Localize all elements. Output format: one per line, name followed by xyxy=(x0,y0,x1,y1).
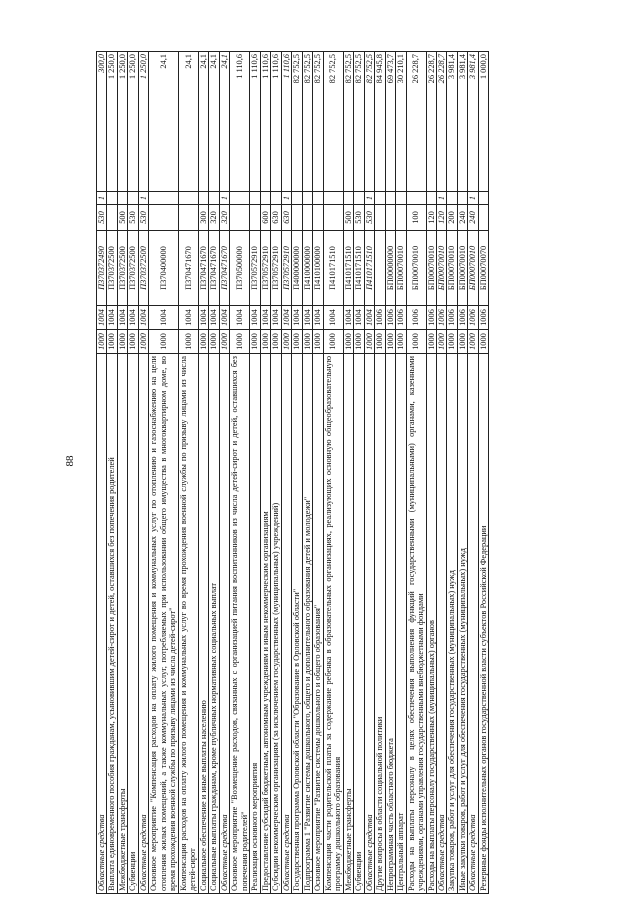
section-code-cell: 1000 xyxy=(292,330,302,354)
table-row xyxy=(149,52,178,894)
amount-cell: 1 250,0 xyxy=(128,52,138,192)
table-row xyxy=(375,52,385,894)
table-row xyxy=(292,52,302,894)
table-row xyxy=(385,52,395,894)
section-code-cell: 1000 xyxy=(260,330,270,354)
expense-type-cell: 600 xyxy=(260,205,270,231)
expense-type-cell: 630 xyxy=(271,205,281,231)
section-code-cell: 1000 xyxy=(149,330,178,354)
amount-cell: 82 752,5 xyxy=(364,52,374,192)
row-name-cell: Основное мероприятие "Возмещение расходов, связанных с организацией питания воспитанников из числа детей-сирот и детей, оставшихся без попечения родителей" xyxy=(230,354,250,894)
table-row xyxy=(219,52,229,894)
section-code-cell: 1000 xyxy=(230,330,250,354)
table-row xyxy=(97,52,107,894)
source-mark-cell: 1 xyxy=(364,192,374,205)
target-article-cell: П370400000 xyxy=(149,231,178,306)
amount-cell: 1 110,6 xyxy=(230,52,250,192)
row-name-cell: Центральный аппарат xyxy=(396,354,406,894)
subsection-code-cell: 1004 xyxy=(313,306,323,330)
table-row xyxy=(364,52,374,894)
source-mark-cell xyxy=(385,192,395,205)
subsection-code-cell: 1004 xyxy=(117,306,127,330)
expense-type-cell xyxy=(250,205,260,231)
section-code-cell: 1000 xyxy=(209,330,219,354)
source-mark-cell: 1 xyxy=(219,192,229,205)
amount-cell: 82 752,5 xyxy=(313,52,323,192)
subsection-code-cell: 1006 xyxy=(426,306,436,330)
subsection-code-cell: 1004 xyxy=(260,306,270,330)
subsection-code-cell: 1006 xyxy=(396,306,406,330)
source-mark-cell xyxy=(292,192,302,205)
row-name-cell: Непрограммная часть областного бюджета xyxy=(385,354,395,894)
source-mark-cell xyxy=(128,192,138,205)
subsection-code-cell: 1004 xyxy=(271,306,281,330)
table-row xyxy=(260,52,270,894)
source-mark-cell xyxy=(250,192,260,205)
amount-cell: 1 110,6 xyxy=(281,52,291,192)
target-article-cell: БП00070010 xyxy=(457,231,467,306)
row-name-cell: Расходы на выплаты персоналу государственных (муниципальных) органов xyxy=(426,354,436,894)
row-name-cell: Областные средства xyxy=(281,354,291,894)
source-mark-cell: 1 xyxy=(436,192,446,205)
subsection-code-cell: 1004 xyxy=(281,306,291,330)
expense-type-cell: 530 xyxy=(138,205,148,231)
section-code-cell: 1000 xyxy=(313,330,323,354)
amount-cell: 3 981,4 xyxy=(468,52,478,192)
amount-cell: 24,1 xyxy=(149,52,178,192)
subsection-code-cell: 1004 xyxy=(230,306,250,330)
expense-type-cell: 630 xyxy=(281,205,291,231)
row-name-cell: Компенсация расходов на оплату жилого помещения и коммунальных услуг во время прохождения военной службы по призыву лицами из числа детей-сирот xyxy=(178,354,198,894)
target-article-cell: БП00070010 xyxy=(468,231,478,306)
row-name-cell: Государственная программа Орловской области "Образование в Орловской области" xyxy=(292,354,302,894)
subsection-code-cell: 1006 xyxy=(478,306,488,330)
expense-type-cell: 500 xyxy=(117,205,127,231)
target-article-cell: П410171510 xyxy=(323,231,343,306)
table-row xyxy=(406,52,426,894)
source-mark-cell xyxy=(375,192,385,205)
source-mark-cell xyxy=(149,192,178,205)
subsection-code-cell: 1004 xyxy=(302,306,312,330)
section-code-cell: 1000 xyxy=(375,330,385,354)
expense-type-cell xyxy=(385,205,395,231)
budget-table xyxy=(96,51,489,894)
target-article-cell: П370572910 xyxy=(250,231,260,306)
row-name-cell: Субвенции xyxy=(354,354,364,894)
row-name-cell: Основное мероприятие "Развитие системы дошкольного и общего образования" xyxy=(313,354,323,894)
section-code-cell: 1000 xyxy=(426,330,436,354)
amount-cell: 1 110,6 xyxy=(250,52,260,192)
subsection-code-cell: 1004 xyxy=(209,306,219,330)
table-row xyxy=(343,52,353,894)
section-code-cell: 1000 xyxy=(406,330,426,354)
row-name-cell: Основное мероприятие "Компенсация расходов на оплату жилого помещения и коммунальных услуг по отоплению и газоснабжению на цели отопления жилых помещений, а также коммунальных услуг, потребляемых при использовании общего имущества в многоквартирном доме, во время прохождения военной службы по призыву лицами из числа детей-сирот" xyxy=(149,354,178,894)
table-row xyxy=(302,52,312,894)
target-article-cell: П410100000 xyxy=(313,231,323,306)
target-article-cell: П370471670 xyxy=(219,231,229,306)
row-name-cell: Расходы на выплаты персоналу в целях обеспечения выполнения функций государственными (муниципальными) органами, казенными учреждениями, органами управления государственными внебюджетными фондами xyxy=(406,354,426,894)
amount-cell: 82 752,5 xyxy=(292,52,302,192)
target-article-cell: П410171510 xyxy=(343,231,353,306)
source-mark-cell xyxy=(117,192,127,205)
amount-cell: 30 210,1 xyxy=(396,52,406,192)
target-article-cell: БП00070010 xyxy=(406,231,426,306)
target-article-cell: БП00070070 xyxy=(478,231,488,306)
row-name-cell: Межбюджетные трансферты xyxy=(343,354,353,894)
amount-cell: 300,0 xyxy=(97,52,107,192)
target-article-cell: П410000000 xyxy=(302,231,312,306)
amount-cell: 1 000,0 xyxy=(478,52,488,192)
section-code-cell: 1000 xyxy=(364,330,374,354)
amount-cell: 24,1 xyxy=(209,52,219,192)
expense-type-cell: 530 xyxy=(128,205,138,231)
section-code-cell: 1000 xyxy=(107,330,117,354)
expense-type-cell xyxy=(107,205,117,231)
section-code-cell: 1000 xyxy=(250,330,260,354)
amount-cell: 82 752,5 xyxy=(323,52,343,192)
expense-type-cell xyxy=(375,205,385,231)
subsection-code-cell: 1004 xyxy=(343,306,353,330)
section-code-cell: 1000 xyxy=(385,330,395,354)
table-row xyxy=(178,52,198,894)
expense-type-cell xyxy=(178,205,198,231)
source-mark-cell xyxy=(323,192,343,205)
source-mark-cell xyxy=(343,192,353,205)
target-article-cell: П370572910 xyxy=(260,231,270,306)
expense-type-cell: 500 xyxy=(343,205,353,231)
source-mark-cell xyxy=(313,192,323,205)
subsection-code-cell: 1004 xyxy=(178,306,198,330)
section-code-cell: 1000 xyxy=(396,330,406,354)
table-row xyxy=(138,52,148,894)
source-mark-cell xyxy=(178,192,198,205)
target-article-cell: П370471670 xyxy=(209,231,219,306)
rotated-page-content xyxy=(96,52,604,894)
target-article-cell: П410171510 xyxy=(364,231,374,306)
expense-type-cell xyxy=(323,205,343,231)
section-code-cell: 1000 xyxy=(178,330,198,354)
table-row xyxy=(313,52,323,894)
amount-cell: 69 473,7 xyxy=(385,52,395,192)
source-mark-cell xyxy=(107,192,117,205)
subsection-code-cell: 1006 xyxy=(375,306,385,330)
target-article-cell xyxy=(375,231,385,306)
target-article-cell: П410171510 xyxy=(354,231,364,306)
source-mark-cell xyxy=(302,192,312,205)
table-row xyxy=(447,52,457,894)
amount-cell: 24,1 xyxy=(198,52,208,192)
row-name-cell: Межбюджетные трансферты xyxy=(117,354,127,894)
expense-type-cell: 240 xyxy=(468,205,478,231)
amount-cell: 3 981,4 xyxy=(457,52,467,192)
row-name-cell: Резервные фонды исполнительных органов государственной власти субъектов Российской Федерации xyxy=(478,354,488,894)
target-article-cell: П370500000 xyxy=(230,231,250,306)
source-mark-cell: 1 xyxy=(138,192,148,205)
source-mark-cell xyxy=(447,192,457,205)
subsection-code-cell: 1006 xyxy=(436,306,446,330)
source-mark-cell xyxy=(396,192,406,205)
source-mark-cell xyxy=(198,192,208,205)
row-name-cell: Подпрограмма 1 "Развитие системы дошкольного, общего и дополнительного образования детей и молодежи" xyxy=(302,354,312,894)
amount-cell: 82 752,5 xyxy=(302,52,312,192)
section-code-cell: 1000 xyxy=(343,330,353,354)
section-code-cell: 1000 xyxy=(468,330,478,354)
target-article-cell: БП00070010 xyxy=(396,231,406,306)
subsection-code-cell: 1006 xyxy=(406,306,426,330)
section-code-cell: 1000 xyxy=(138,330,148,354)
amount-cell: 84 945,8 xyxy=(375,52,385,192)
expense-type-cell: 240 xyxy=(457,205,467,231)
expense-type-cell: 120 xyxy=(436,205,446,231)
expense-type-cell: 200 xyxy=(447,205,457,231)
expense-type-cell: 530 xyxy=(97,205,107,231)
page-number: 88 xyxy=(64,455,76,467)
table-row xyxy=(354,52,364,894)
amount-cell: 82 752,5 xyxy=(354,52,364,192)
source-mark-cell xyxy=(260,192,270,205)
subsection-code-cell: 1004 xyxy=(138,306,148,330)
table-row xyxy=(468,52,478,894)
row-name-cell: Областные средства xyxy=(138,354,148,894)
subsection-code-cell: 1004 xyxy=(323,306,343,330)
subsection-code-cell: 1004 xyxy=(198,306,208,330)
expense-type-cell: 120 xyxy=(426,205,436,231)
row-name-cell: Областные средства xyxy=(436,354,446,894)
target-article-cell: П370471670 xyxy=(178,231,198,306)
section-code-cell: 1000 xyxy=(436,330,446,354)
row-name-cell: Реализация основного мероприятия xyxy=(250,354,260,894)
amount-cell: 26 228,7 xyxy=(406,52,426,192)
table-row xyxy=(128,52,138,894)
expense-type-cell: 300 xyxy=(198,205,208,231)
amount-cell: 1 250,0 xyxy=(138,52,148,192)
subsection-code-cell: 1004 xyxy=(128,306,138,330)
table-row xyxy=(117,52,127,894)
target-article-cell: П370372500 xyxy=(107,231,117,306)
target-article-cell: БП00070010 xyxy=(436,231,446,306)
target-article-cell: П370372490 xyxy=(97,231,107,306)
target-article-cell: П370572910 xyxy=(281,231,291,306)
row-name-cell: Социальные выплаты гражданам, кроме публичных нормативных социальных выплат xyxy=(209,354,219,894)
table-row xyxy=(457,52,467,894)
subsection-code-cell: 1006 xyxy=(457,306,467,330)
row-name-cell: Субвенции xyxy=(128,354,138,894)
expense-type-cell: 320 xyxy=(219,205,229,231)
expense-type-cell xyxy=(230,205,250,231)
section-code-cell: 1000 xyxy=(354,330,364,354)
row-name-cell: Другие вопросы в области социальной политики xyxy=(375,354,385,894)
amount-cell: 26 228,7 xyxy=(436,52,446,192)
table-row xyxy=(426,52,436,894)
table-row xyxy=(209,52,219,894)
target-article-cell: П370471670 xyxy=(198,231,208,306)
section-code-cell: 1000 xyxy=(302,330,312,354)
source-mark-cell xyxy=(406,192,426,205)
subsection-code-cell: 1004 xyxy=(292,306,302,330)
target-article-cell: БП00070010 xyxy=(426,231,436,306)
table-row xyxy=(250,52,260,894)
source-mark-cell: 1 xyxy=(468,192,478,205)
amount-cell: 26 228,7 xyxy=(426,52,436,192)
amount-cell: 24,1 xyxy=(219,52,229,192)
target-article-cell: П370372500 xyxy=(128,231,138,306)
section-code-cell: 1000 xyxy=(281,330,291,354)
expense-type-cell xyxy=(149,205,178,231)
subsection-code-cell: 1004 xyxy=(149,306,178,330)
amount-cell: 1 250,0 xyxy=(117,52,127,192)
row-name-cell: Предоставление субсидий бюджетным, автономным учреждениям и иным некоммерческим организациям xyxy=(260,354,270,894)
table-row xyxy=(396,52,406,894)
target-article-cell: БП00000000 xyxy=(385,231,395,306)
table-row xyxy=(107,52,117,894)
subsection-code-cell: 1006 xyxy=(468,306,478,330)
expense-type-cell xyxy=(302,205,312,231)
table-row xyxy=(281,52,291,894)
source-mark-cell xyxy=(457,192,467,205)
table-row xyxy=(478,52,488,894)
expense-type-cell xyxy=(292,205,302,231)
source-mark-cell xyxy=(230,192,250,205)
amount-cell: 1 110,6 xyxy=(271,52,281,192)
row-name-cell: Иные закупки товаров, работ и услуг для обеспечения государственных (муниципальных) нужд xyxy=(457,354,467,894)
section-code-cell: 1000 xyxy=(478,330,488,354)
source-mark-cell xyxy=(478,192,488,205)
subsection-code-cell: 1006 xyxy=(385,306,395,330)
source-mark-cell xyxy=(209,192,219,205)
row-name-cell: Областные средства xyxy=(219,354,229,894)
target-article-cell: П370372500 xyxy=(138,231,148,306)
expense-type-cell: 530 xyxy=(364,205,374,231)
row-name-cell: Областные средства xyxy=(364,354,374,894)
source-mark-cell: 1 xyxy=(97,192,107,205)
table-row xyxy=(271,52,281,894)
expense-type-cell xyxy=(396,205,406,231)
section-code-cell: 1000 xyxy=(117,330,127,354)
expense-type-cell: 530 xyxy=(354,205,364,231)
row-name-cell: Компенсация части родительской платы за содержание ребенка в образовательных организациях, реализующих основную общеобразовательную программу дошкольного образования xyxy=(323,354,343,894)
row-name-cell: Закупка товаров, работ и услуг для обеспечения государственных (муниципальных) нужд xyxy=(447,354,457,894)
subsection-code-cell: 1004 xyxy=(354,306,364,330)
source-mark-cell xyxy=(271,192,281,205)
expense-type-cell xyxy=(313,205,323,231)
source-mark-cell xyxy=(426,192,436,205)
subsection-code-cell: 1006 xyxy=(447,306,457,330)
budget-table-body xyxy=(97,52,489,894)
table-row xyxy=(436,52,446,894)
section-code-cell: 1000 xyxy=(323,330,343,354)
subsection-code-cell: 1004 xyxy=(107,306,117,330)
amount-cell: 82 752,5 xyxy=(343,52,353,192)
table-row xyxy=(230,52,250,894)
subsection-code-cell: 1004 xyxy=(250,306,260,330)
amount-cell: 3 981,4 xyxy=(447,52,457,192)
row-name-cell: Выплата единовременного пособия гражданам, усыновившим детей-сирот и детей, оставшихся без попечения родителей xyxy=(107,354,117,894)
table-row xyxy=(323,52,343,894)
target-article-cell: П400000000 xyxy=(292,231,302,306)
section-code-cell: 1000 xyxy=(128,330,138,354)
expense-type-cell: 320 xyxy=(209,205,219,231)
section-code-cell: 1000 xyxy=(447,330,457,354)
target-article-cell: П370372500 xyxy=(117,231,127,306)
amount-cell: 1 110,6 xyxy=(260,52,270,192)
section-code-cell: 1000 xyxy=(271,330,281,354)
amount-cell: 1 250,0 xyxy=(107,52,117,192)
target-article-cell: БП00070010 xyxy=(447,231,457,306)
expense-type-cell xyxy=(478,205,488,231)
target-article-cell: П370572910 xyxy=(271,231,281,306)
row-name-cell: Областные средства xyxy=(468,354,478,894)
subsection-code-cell: 1004 xyxy=(97,306,107,330)
subsection-code-cell: 1004 xyxy=(219,306,229,330)
section-code-cell: 1000 xyxy=(97,330,107,354)
source-mark-cell: 1 xyxy=(281,192,291,205)
row-name-cell: Социальное обеспечение и иные выплаты населению xyxy=(198,354,208,894)
row-name-cell: Субсидии некоммерческим организациям (за исключением государственных (муниципальных) учреждений) xyxy=(271,354,281,894)
row-name-cell: Областные средства xyxy=(97,354,107,894)
amount-cell: 24,1 xyxy=(178,52,198,192)
section-code-cell: 1000 xyxy=(457,330,467,354)
subsection-code-cell: 1004 xyxy=(364,306,374,330)
section-code-cell: 1000 xyxy=(198,330,208,354)
source-mark-cell xyxy=(354,192,364,205)
table-row xyxy=(198,52,208,894)
expense-type-cell: 100 xyxy=(406,205,426,231)
section-code-cell: 1000 xyxy=(219,330,229,354)
